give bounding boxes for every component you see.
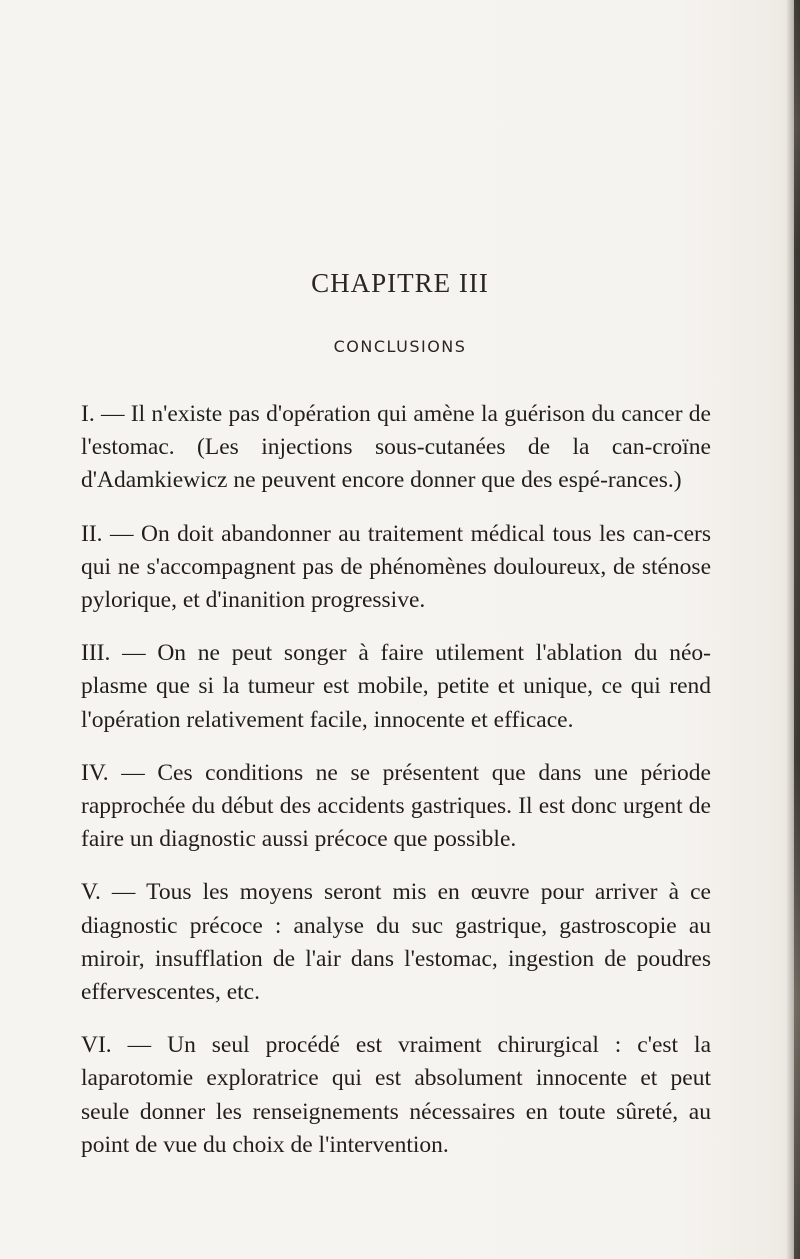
conclusion-paragraph-3: III. — On ne peut songer à faire utilement l'ablation du néo-plasme que si la tumeur est mobile, petite et unique, ce qui rend l'opération relativement facile, innocente et efficace. <box>81 640 711 733</box>
conclusion-paragraph-6: VI. — Un seul procédé est vraiment chirurgical : c'est la laparotomie exploratrice qui est absolument innocente et peut seule donner les renseignements nécessaires en toute sûreté, au point de vue du choix de l'intervention. <box>81 1032 711 1158</box>
conclusion-paragraph-4: IV. — Ces conditions ne se présentent que dans une période rapprochée du début des accidents gastriques. Il est donc urgent de faire un diagnostic aussi précoce que possible. <box>81 759 711 853</box>
section-title: CONCLUSIONS <box>333 337 467 356</box>
conclusions-body <box>81 398 711 1182</box>
chapter-title: CHAPITRE III <box>311 268 489 298</box>
conclusion-paragraph-1: I. — Il n'existe pas d'opération qui amène la guérison du cancer de l'estomac. (Les injections sous-cutanées de la can-croïne d'Adamkiewicz ne peuvent encore donner que des espé-rances.) <box>81 401 711 494</box>
conclusion-paragraph-5: V. — Tous les moyens seront mis en œuvre pour arriver à ce diagnostic précoce : analyse du suc gastrique, gastroscopie au miroir, insufflation de l'air dans l'estomac, ingestion de poudres effervescentes, etc. <box>81 879 711 1006</box>
conclusion-paragraph-2: II. — On doit abandonner au traitement médical tous les can-cers qui ne s'accompagnent pas de phénomènes douloureux, de sténose pylorique, et d'inanition progressive. <box>81 520 711 614</box>
book-binding-edge <box>794 0 800 1259</box>
